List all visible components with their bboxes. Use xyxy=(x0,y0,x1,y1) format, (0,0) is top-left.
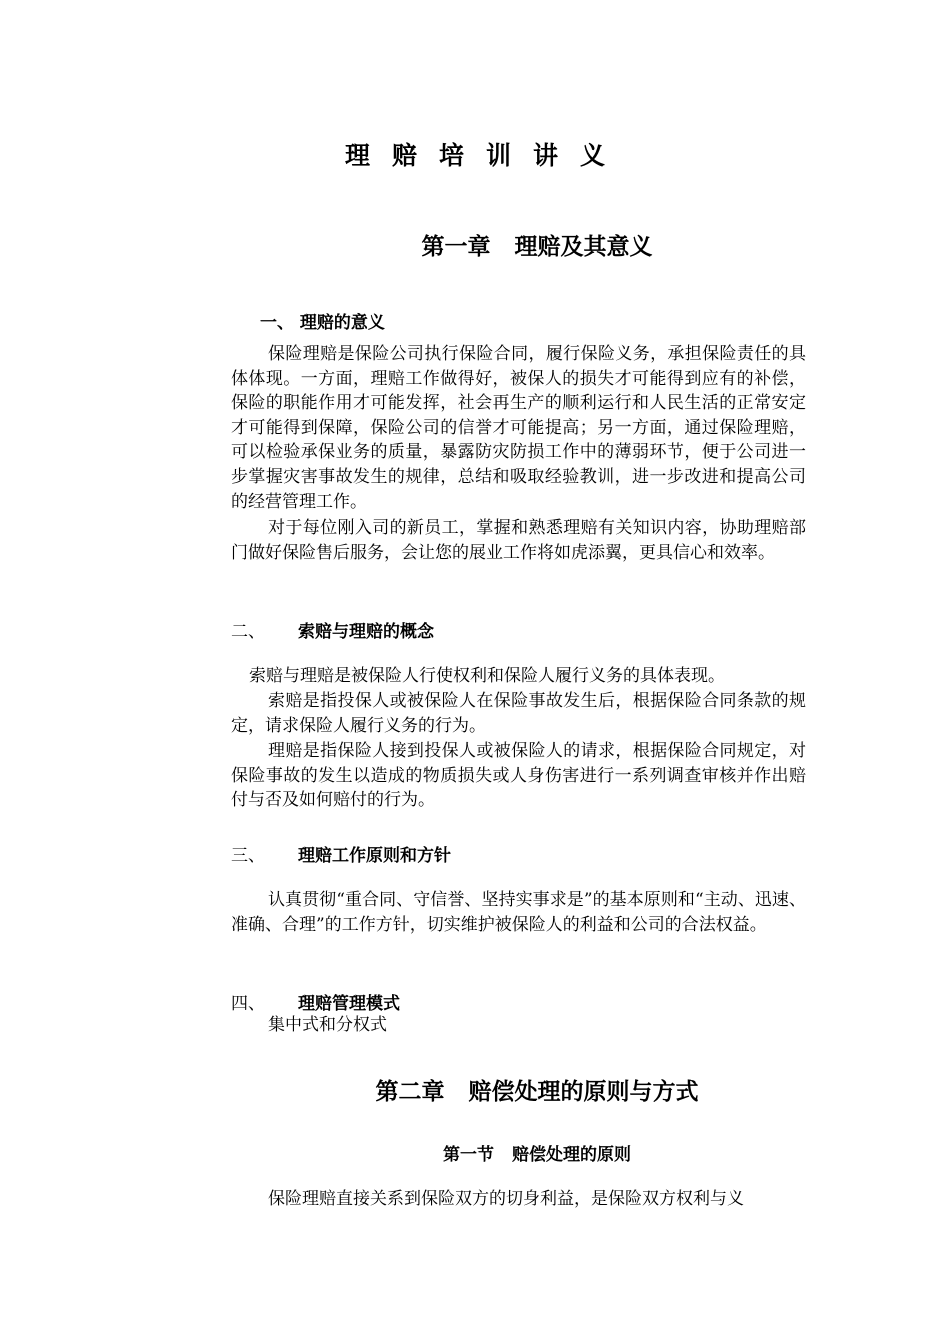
section-2-heading: 索赔与理赔的概念 xyxy=(298,622,434,642)
title-char: 理 xyxy=(344,141,370,170)
section-2-paragraph-3: 理赔是指保险人接到投保人或被保险人的请求，根据保险合同规定，对保险事故的发生以造成的物质损失或人身伤害进行一系列调查审核并作出赔付与否及如何赔付的行为。 xyxy=(231,741,806,811)
chapter-2-heading xyxy=(0,1073,950,1106)
chapter-number: 第二章 xyxy=(375,1078,445,1105)
title-char: 培 xyxy=(438,141,464,170)
title-char: 训 xyxy=(486,141,512,170)
title-char: 讲 xyxy=(533,141,559,170)
final-paragraph: 保险理赔直接关系到保险双方的切身利益，是保险双方权利与义 xyxy=(268,1189,744,1209)
document-title xyxy=(0,136,950,172)
section-2-number: 二、 xyxy=(231,622,265,642)
section-4-heading: 理赔管理模式 xyxy=(298,994,400,1014)
subsection-number: 第一节 xyxy=(443,1145,494,1165)
subsection-title: 赔偿处理的原则 xyxy=(512,1145,631,1165)
section-3-paragraph-1: 认真贯彻“重合同、守信誉、坚持实事求是”的基本原则和“主动、迅速、准确、合理”的工作方针，切实维护被保险人的利益和公司的合法权益。 xyxy=(231,890,806,935)
subsection-1-heading xyxy=(0,1140,950,1165)
section-1-paragraph-1: 保险理赔是保险公司执行保险合同，履行保险义务，承担保险责任的具体体现。一方面，理赔工作做得好，被保人的损失才可能得到应有的补偿，保险的职能作用才可能发挥，社会再生产的顺利运行和人民生活的正常安定才可能得到保障，保险公司的信誉才可能提高；另一方面，通过保险理赔，可以检验承保业务的质量，暴露防灾防损工作中的薄弱环节，便于公司进一步掌握灾害事故发生的规律，总结和吸取经验教训，进一步改进和提高公司的经营管理工作。 xyxy=(231,344,806,512)
section-4-paragraph-1: 集中式和分权式 xyxy=(268,1015,387,1035)
chapter-1-heading xyxy=(0,228,950,261)
chapter-number: 第一章 xyxy=(421,233,491,260)
section-1-paragraph-2: 对于每位刚入司的新员工，掌握和熟悉理赔有关知识内容，协助理赔部门做好保险售后服务，会让您的展业工作将如虎添翼，更具信心和效率。 xyxy=(231,518,806,563)
section-4-number: 四、 xyxy=(231,994,265,1014)
title-char: 义 xyxy=(580,141,606,170)
section-1-heading: 一、 理赔的意义 xyxy=(260,313,385,333)
title-char: 赔 xyxy=(391,141,417,170)
chapter-title: 赔偿处理的原则与方式 xyxy=(468,1078,699,1105)
section-2-paragraph-2: 索赔是指投保人或被保险人在保险事故发生后，根据保险合同条款的规定，请求保险人履行义务的行为。 xyxy=(231,691,806,736)
section-3-heading: 理赔工作原则和方针 xyxy=(298,846,451,866)
chapter-title: 理赔及其意义 xyxy=(514,233,653,260)
section-3-number: 三、 xyxy=(231,846,265,866)
section-2-paragraph-1: 索赔与理赔是被保险人行使权利和保险人履行义务的具体表现。 xyxy=(249,666,725,686)
